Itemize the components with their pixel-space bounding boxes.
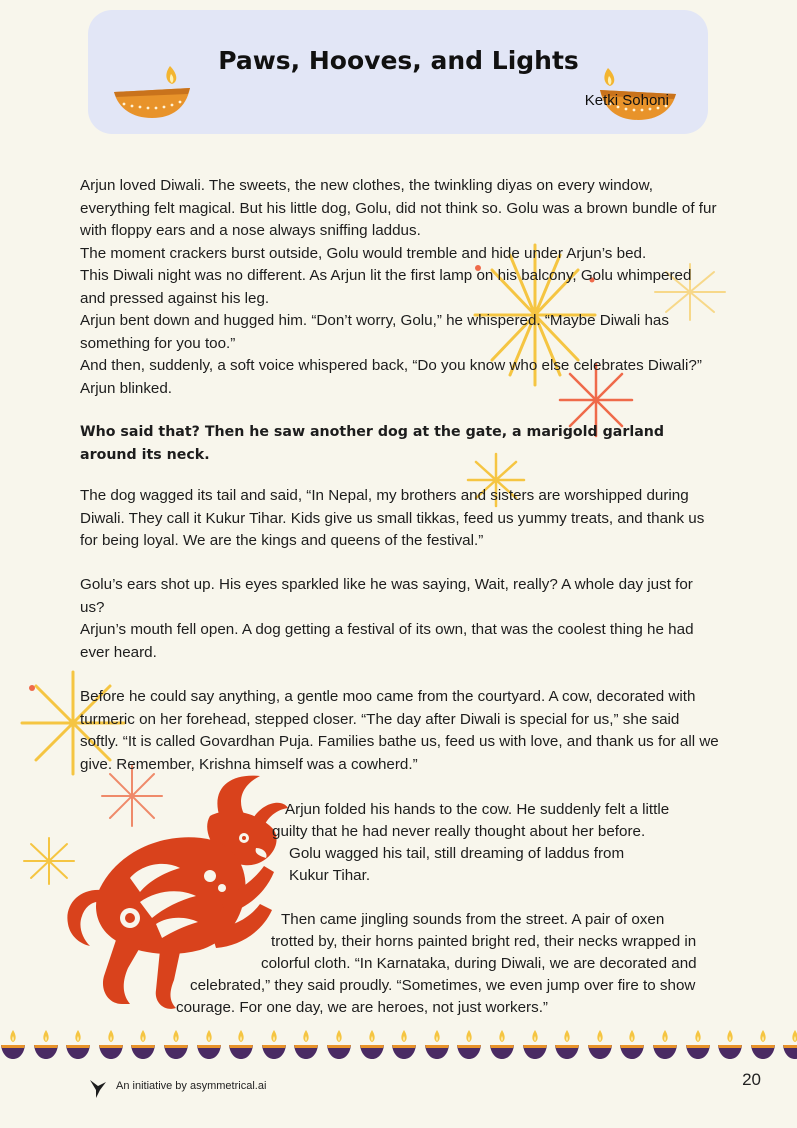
diya-lamp-icon bbox=[619, 1028, 645, 1060]
diya-lamp-icon bbox=[326, 1028, 352, 1060]
diya-lamp-icon bbox=[65, 1028, 91, 1060]
diya-lamp-icon bbox=[261, 1028, 287, 1060]
story-paragraph-4: Before he could say anything, a gentle moo came from the courtyard. A cow, decorated with turmeric on her forehead, stepped closer. “The day after Diwali is special for us,” she said softly. “It is called Govardhan Puja. Families bathe us, feed us with love, and thank us for all we give. Remember, Krishna himself was a cowherd.” bbox=[80, 688, 719, 773]
story-line: The moment crackers burst outside, Golu would tremble and hide under Arjun’s bed. bbox=[80, 244, 647, 262]
story-author: Ketki Sohoni bbox=[584, 92, 669, 109]
page-number: 20 bbox=[742, 1070, 761, 1089]
diya-lamp-icon bbox=[652, 1028, 678, 1060]
story-line: Then came jingling sounds from the street. A pair of oxen bbox=[281, 911, 665, 928]
story-line: guilty that he had never really thought about her before. bbox=[272, 823, 646, 840]
story-line: trotted by, their horns painted bright red, their necks wrapped in bbox=[271, 933, 697, 950]
story-line: colorful cloth. “In Karnataka, during Diwali, we are decorated and bbox=[261, 955, 697, 972]
story-paragraph-1 bbox=[80, 175, 720, 400]
story-line: This Diwali night was no different. As Arjun lit the first lamp on his balcony, Golu whimpered and pressed against his leg. bbox=[80, 267, 692, 307]
story-line: Golu wagged his tail, still dreaming of laddus from bbox=[289, 845, 625, 862]
diya-lamp-icon bbox=[163, 1028, 189, 1060]
story-line: celebrated,” they said proudly. “Sometimes, we even jump over fire to show bbox=[190, 977, 696, 994]
story-bold-line: Who said that? Then he saw another dog at the gate, a marigold garland around its neck. bbox=[80, 424, 665, 463]
diya-lamp-icon bbox=[196, 1028, 222, 1060]
diya-lamp-icon bbox=[456, 1028, 482, 1060]
story-paragraph-2: The dog wagged its tail and said, “In Nepal, my brothers and sisters are worshipped during Diwali. They call it Kukur Tihar. Kids give us small tikkas, feed us yummy treats, and thank us for being loyal. We are the kings and queens of the festival.” bbox=[80, 487, 705, 549]
diya-lamp-icon bbox=[33, 1028, 59, 1060]
story-line: And then, suddenly, a soft voice whispered back, “Do you know who else celebrates Diwali?” bbox=[80, 357, 702, 374]
diya-lamp-icon bbox=[717, 1028, 743, 1060]
diya-lamp-icon bbox=[424, 1028, 450, 1060]
diya-lamp-icon bbox=[554, 1028, 580, 1060]
story-line: Arjun blinked. bbox=[80, 379, 173, 397]
diya-lamp-icon bbox=[782, 1028, 797, 1060]
story-title: Paws, Hooves, and Lights bbox=[218, 46, 579, 75]
story-line: Arjun bent down and hugged him. “Don’t worry, Golu,” he whispered. “Maybe Diwali has something for you too.” bbox=[80, 312, 669, 352]
diya-lamp-icon bbox=[130, 1028, 156, 1060]
diya-lamp-icon bbox=[489, 1028, 515, 1060]
diya-lamp-icon bbox=[359, 1028, 385, 1060]
bird-logo-icon bbox=[88, 1076, 108, 1100]
diya-lamp-icon bbox=[0, 1028, 26, 1060]
diya-lamp-icon bbox=[228, 1028, 254, 1060]
footer-initiative: An initiative by asymmetrical.ai bbox=[116, 1080, 267, 1092]
diya-lamp-icon bbox=[587, 1028, 613, 1060]
story-line: Arjun’s mouth fell open. A dog getting a festival of its own, that was the coolest thing he had ever heard. bbox=[80, 621, 694, 661]
story-line: Arjun loved Diwali. The sweets, the new clothes, the twinkling diyas on every window, everything felt magical. But his little dog, Golu, did not think so. Golu was a brown bundle of fur with floppy ears and a nose always sniffing laddus. bbox=[80, 177, 717, 239]
diya-lamp-icon bbox=[685, 1028, 711, 1060]
story-line: Golu’s ears shot up. His eyes sparkled like he was saying, Wait, really? A whole day just for us? bbox=[80, 576, 693, 616]
diya-lamp-icon bbox=[750, 1028, 776, 1060]
story-line: Kukur Tihar. bbox=[289, 867, 371, 884]
diya-border bbox=[0, 1028, 797, 1062]
diya-lamp-icon bbox=[522, 1028, 548, 1060]
diya-lamp-icon bbox=[98, 1028, 124, 1060]
story-line: Arjun folded his hands to the cow. He suddenly felt a little bbox=[285, 801, 670, 818]
diya-lamp-icon bbox=[293, 1028, 319, 1060]
story-line: courage. For one day, we are heroes, not just workers.” bbox=[176, 999, 548, 1016]
story-paragraph-3 bbox=[80, 574, 720, 664]
diya-lamp-icon bbox=[391, 1028, 417, 1060]
